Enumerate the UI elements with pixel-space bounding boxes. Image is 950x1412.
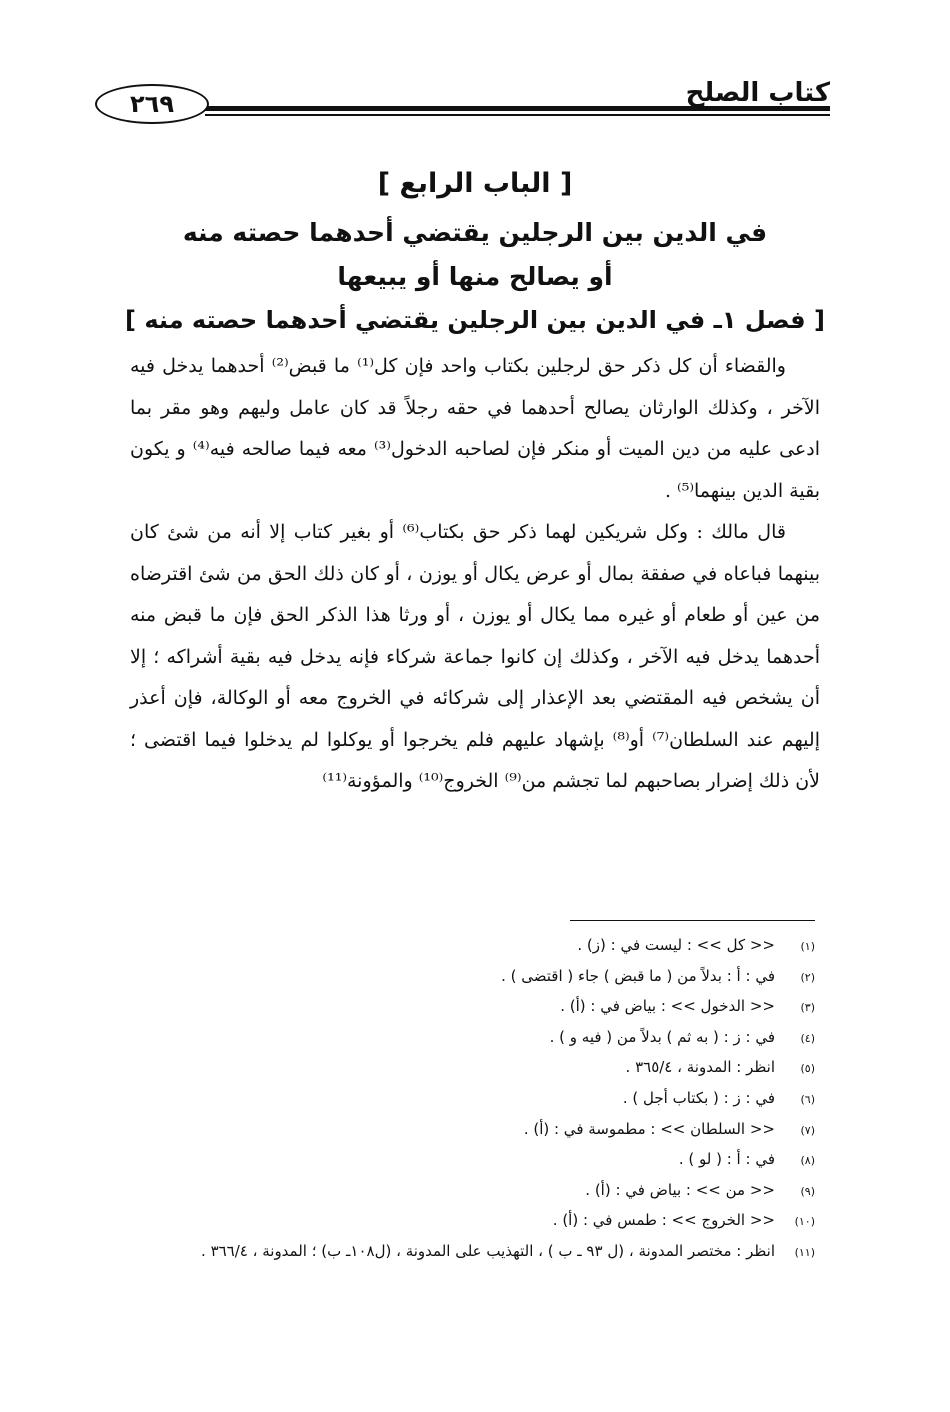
footnote-number: (٤) bbox=[800, 1031, 815, 1045]
footnote-text: في : أ : ( لو ) . bbox=[678, 1150, 775, 1169]
chapter-title: [ الباب الرابع ] bbox=[377, 168, 573, 199]
footnote-number: (٥) bbox=[800, 1062, 815, 1076]
footnote bbox=[100, 1022, 815, 1053]
footnote bbox=[100, 1175, 815, 1206]
footnote bbox=[100, 1144, 815, 1175]
running-head-title: كتاب الصلح bbox=[685, 78, 830, 108]
footnote-text: << الخروج >> : طمس في : (أ) . bbox=[552, 1211, 775, 1230]
footnote bbox=[100, 1083, 815, 1114]
footnote-text: في : ز : ( بكتاب أجل ) . bbox=[622, 1088, 775, 1107]
footnote-number: (٩) bbox=[800, 1184, 815, 1198]
footnotes bbox=[100, 930, 815, 1267]
footnote-number: (٧) bbox=[800, 1123, 815, 1137]
footnote bbox=[100, 1236, 815, 1267]
page-number: ٢٦٩ bbox=[95, 84, 209, 124]
page-header bbox=[95, 70, 830, 140]
body-text bbox=[130, 346, 820, 803]
footnote-text: في : أ : بدلاً من ( ما قبض ) جاء ( اقتضى ) . bbox=[501, 966, 775, 985]
footnote-text: في : ز : ( به ثم ) بدلاً من ( فيه و ) . bbox=[549, 1027, 775, 1046]
footnote bbox=[100, 1052, 815, 1083]
chapter-subtitle-line-1: في الدين بين الرجلين يقتضي أحدهما حصته منه bbox=[182, 218, 768, 247]
footnote bbox=[100, 991, 815, 1022]
footnote-text: << من >> : بياض في : (أ) . bbox=[585, 1180, 775, 1199]
footnote-separator bbox=[570, 920, 815, 921]
footnote-text: << كل >> : ليست في : (ز) . bbox=[577, 936, 775, 954]
footnote-number: (٣) bbox=[800, 1001, 815, 1015]
footnote-text: << السلطان >> : مطموسة في : (أ) . bbox=[523, 1119, 775, 1138]
footnote-number: (٦) bbox=[800, 1092, 815, 1106]
paragraph: والقضاء أن كل ذكر حق لرجلين بكتاب واحد فإن كل⁽¹⁾ ما قبض⁽²⁾ أحدهما يدخل فيه الآخر ، وكذلك الوارثان يصالح أحدهما في حقه رجلاً قد كان عامل وليهم وهو مقر بما ادعى عليه من دين الميت أو منكر فإن لصاحبه الدخول⁽³⁾ معه فيما صالحه فيه⁽⁴⁾ و يكون بقية الدين بينهما⁽⁵⁾ . bbox=[130, 355, 820, 502]
footnote-text: انظر : المدونة ، ٣٦٥/٤ . bbox=[625, 1058, 775, 1077]
footnote bbox=[100, 961, 815, 992]
paragraph: قال مالك : وكل شريكين لهما ذكر حق بكتاب⁽⁶⁾ أو بغير كتاب إلا أنه من شئ كان بينهما فباعاه في صفقة بمال أو عرض يكال أو يوزن ، أو كان ذلك الحق من شئ اقترضاه من عين أو طعام أو غيره مما يكال أو يوزن ، أو ورثا هذا الذكر الحق فإن ما قبض منه أحدهما يدخل فيه الآخر ، وكذلك إن كانوا جماعة شركاء فإنه يدخل فيه بقية أشراكه ؛ إلا أن يشخص فيه المقتضي بعد الإعذار إلى شركائه في الخروج معه أو الوكالة، فإن أعذر إليهم عند السلطان⁽⁷⁾ أو⁽⁸⁾ بإشهاد عليهم فلم يخرجوا أو يوكلوا لم يدخلوا فيما اقتضى ؛ لأن ذلك إضرار بصاحبهم لما تجشم من⁽⁹⁾ الخروج⁽¹⁰⁾ والمؤونة⁽¹¹⁾ bbox=[130, 521, 820, 792]
footnote-text: انظر : مختصر المدونة ، (ل ٩٣ ـ ب ) ، التهذيب على المدونة ، (ل١٠٨ـ ب) ؛ المدونة ، ٣٦٦/٤ . bbox=[201, 1241, 775, 1260]
chapter-subtitle-line-2: أو يصالح منها أو يبيعها bbox=[337, 262, 613, 291]
header-rule bbox=[205, 106, 830, 116]
section-heading: [ فصل ١ـ في الدين بين الرجلين يقتضي أحدهما حصته منه ] bbox=[125, 306, 825, 334]
footnote bbox=[100, 930, 815, 961]
footnote-number: (١١) bbox=[794, 1245, 815, 1259]
footnote-number: (١٠) bbox=[794, 1215, 815, 1229]
footnote bbox=[100, 1114, 815, 1145]
footnote-number: (٨) bbox=[800, 1154, 815, 1168]
footnote-number: (٢) bbox=[800, 970, 815, 984]
footnote-text: << الدخول >> : بياض في : (أ) . bbox=[560, 997, 775, 1016]
footnote-number: (١) bbox=[800, 940, 815, 953]
footnote bbox=[100, 1205, 815, 1236]
